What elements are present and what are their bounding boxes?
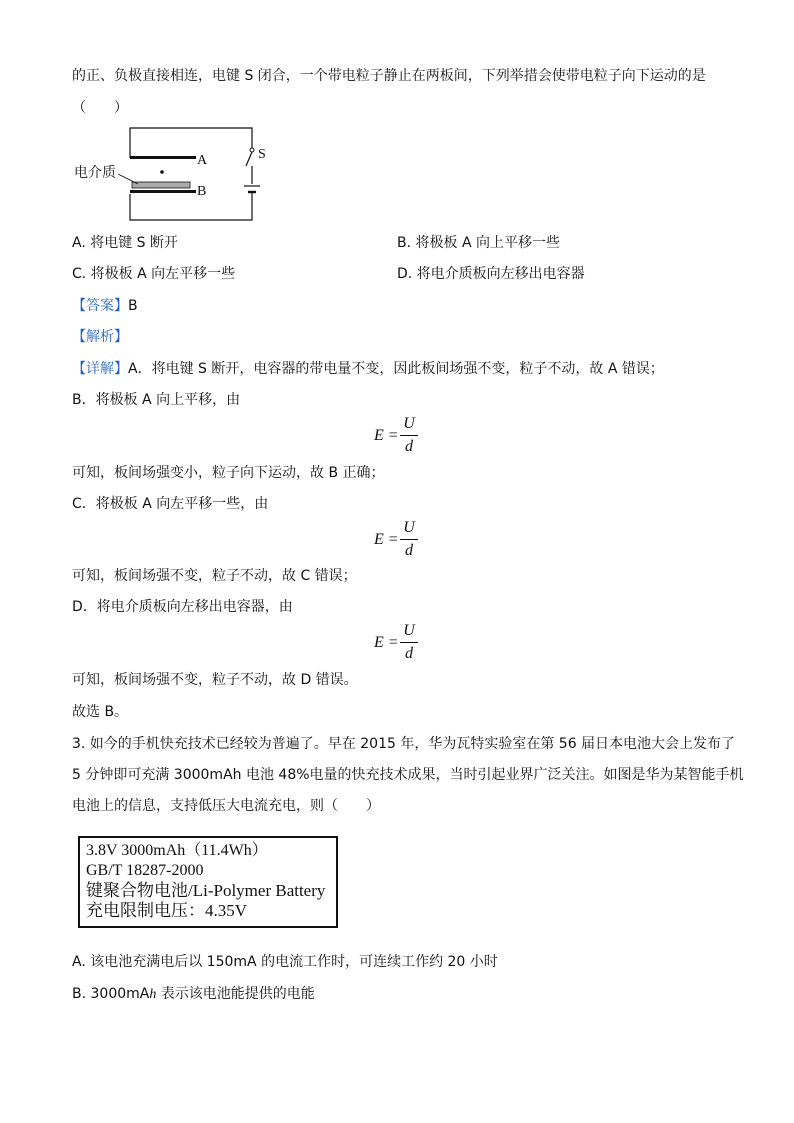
battery-standard: GB/T 18287-2000 [86,862,204,879]
option-b: B. 将极板 A 向上平移一些 [397,235,560,251]
formula-numerator: U [403,415,415,432]
fraction-bar [400,642,418,643]
fraction-bar [400,435,418,436]
q3-option-b-h: h [149,987,157,1002]
battery-type: 键聚合物电池/Li-Polymer Battery [86,881,326,900]
detail-c-conclusion: 可知，板间场强不变，粒子不动，故 C 错误； [72,568,357,584]
q3-option-a: A. 该电池充满电后以 150mA 的电流工作时，可连续工作约 20 小时 [72,954,498,970]
answer-line [72,297,138,315]
detail-c-intro: C．将极板 A 向左平移一些，由 [72,496,269,512]
answer-tag: 【答案】 [72,298,128,314]
formula-fraction [400,621,418,664]
detail-b-intro: B．将极板 A 向上平移，由 [72,392,241,408]
final-conclusion: 故选 B。 [72,704,129,720]
formula-lhs: E = [374,634,399,651]
plate-a-label: A [197,153,208,168]
detail-a-text: A．将电键 S 断开，电容器的带电量不变，因此板间场强不变，粒子不动，故 A 错误； [128,361,664,377]
plate-b-label: B [197,184,207,199]
detail-b-conclusion: 可知，板间场强变小，粒子向下运动，故 B 正确； [72,465,385,481]
analysis-tag: 【解析】 [72,329,128,345]
formula-denominator: d [405,645,413,662]
fraction-bar [400,539,418,540]
battery-spec: 3.8V 3000mAh（11.4Wh） [86,842,268,859]
battery-label-box [78,836,338,928]
answer-value: B [128,298,138,314]
q3-option-b-prefix: B. 3000mA [72,986,150,1002]
formula-b [374,414,434,460]
option-a: A. 将电键 S 断开 [72,235,179,251]
formula-numerator: U [403,519,415,536]
switch-s-label: S [258,147,266,162]
formula-lhs: E = [374,427,399,444]
formula-denominator: d [405,438,413,455]
formula-c [374,518,434,564]
q2-stem-line2: （ ） [72,100,128,116]
detail-d-intro: D．将电介质板向左移出电容器，由 [72,599,293,615]
formula-denominator: d [405,542,413,559]
battery-charge-limit: 充电限制电压：4.35V [86,901,248,920]
q2-stem-line1: 的正、负极直接相连，电键 S 闭合，一个带电粒子静止在两板间，下列举措会使带电粒子向下运动的是 [72,68,706,84]
detail-tag: 【详解】 [72,361,128,377]
q3-stem-line2: 5 分钟即可充满 3000mAh 电池 48%电量的快充技术成果，当时引起业界广泛关注。如图是华为某智能手机 [72,767,744,783]
dielectric-label: 电介质 [74,165,116,181]
q3-option-b [72,985,315,1004]
q3-option-b-suffix: 表示该电池能提供的电能 [156,986,315,1002]
detail-a-line [72,360,664,378]
formula-fraction [400,518,418,561]
formula-lhs: E = [374,531,399,548]
formula-d [374,621,434,667]
detail-d-conclusion: 可知，板间场强不变，粒子不动，故 D 错误。 [72,672,358,688]
option-c: C. 将极板 A 向左平移一些 [72,266,236,282]
formula-numerator: U [403,622,415,639]
q3-stem-line3: 电池上的信息，支持低压大电流充电，则（ ） [72,798,380,814]
q3-stem-line1: 3. 如今的手机快充技术已经较为普遍了。早在 2015 年，华为瓦特实验室在第 56 届日本电池大会上发布了 [72,736,736,752]
formula-fraction [400,414,418,457]
option-d: D. 将电介质板向左移出电容器 [397,266,585,282]
